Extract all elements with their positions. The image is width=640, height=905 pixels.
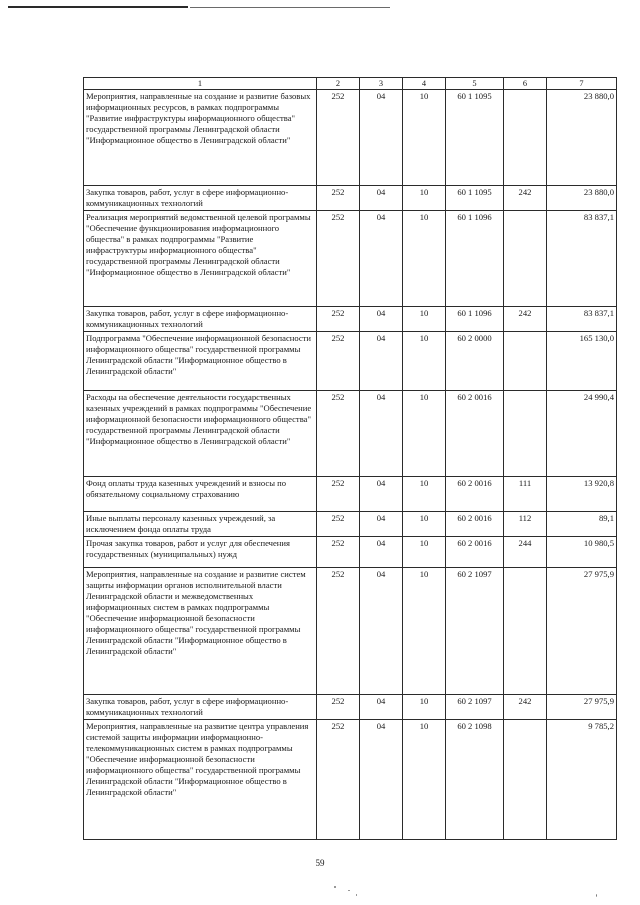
cell-target-article: 60 2 1097 bbox=[446, 568, 504, 695]
table-row bbox=[84, 186, 617, 211]
budget-table bbox=[83, 77, 617, 840]
cell-razdel: 04 bbox=[360, 90, 403, 186]
table-row bbox=[84, 391, 617, 477]
cell-target-article: 60 1 1095 bbox=[446, 186, 504, 211]
cell-razdel: 04 bbox=[360, 391, 403, 477]
cell-razdel: 04 bbox=[360, 568, 403, 695]
cell-amount: 10 980,5 bbox=[547, 537, 617, 568]
row-name: Мероприятия, направленные на создание и развитие базовых информационных ресурсов, в рамках подпрограммы "Развитие инфраструктуры информационного общества" государственной программы Ленинградской области "Информационное общество в Ленинградской области" bbox=[84, 90, 317, 186]
cell-glava: 252 bbox=[317, 211, 360, 307]
scan-speck bbox=[348, 890, 350, 891]
cell-target-article: 60 2 1098 bbox=[446, 720, 504, 840]
cell-expense-type bbox=[504, 568, 547, 695]
cell-glava: 252 bbox=[317, 695, 360, 720]
table-row bbox=[84, 307, 617, 332]
table-row bbox=[84, 568, 617, 695]
row-name: Закупка товаров, работ, услуг в сфере информационно-коммуникационных технологий bbox=[84, 186, 317, 211]
row-name: Мероприятия, направленные на развитие центра управления системой защиты информации информационно-телекоммуникационных систем в рамках подпрограммы "Обеспечение информационной безопасности информационного общества" государственной программы Ленинградской области "Информационное общество в Ленинградской области" bbox=[84, 720, 317, 840]
page-number: 59 bbox=[315, 858, 325, 868]
cell-target-article: 60 2 0016 bbox=[446, 477, 504, 512]
cell-expense-type bbox=[504, 720, 547, 840]
column-header: 1 bbox=[84, 78, 317, 90]
scan-speck bbox=[334, 886, 336, 888]
cell-amount: 13 920,8 bbox=[547, 477, 617, 512]
cell-podrazdel: 10 bbox=[403, 90, 446, 186]
table-row bbox=[84, 537, 617, 568]
cell-podrazdel: 10 bbox=[403, 512, 446, 537]
cell-expense-type: 111 bbox=[504, 477, 547, 512]
row-name: Расходы на обеспечение деятельности государственных казенных учреждений в рамках подпрограммы "Обеспечение информационной безопасности информационного общества" государственной программы Ленинградской области "Информационное общество в Ленинградской области" bbox=[84, 391, 317, 477]
cell-podrazdel: 10 bbox=[403, 211, 446, 307]
column-header: 2 bbox=[317, 78, 360, 90]
cell-target-article: 60 2 0016 bbox=[446, 537, 504, 568]
cell-target-article: 60 1 1096 bbox=[446, 307, 504, 332]
cell-glava: 252 bbox=[317, 477, 360, 512]
cell-razdel: 04 bbox=[360, 332, 403, 391]
row-name: Иные выплаты персоналу казенных учреждений, за исключением фонда оплаты труда bbox=[84, 512, 317, 537]
cell-glava: 252 bbox=[317, 512, 360, 537]
table-row bbox=[84, 477, 617, 512]
cell-razdel: 04 bbox=[360, 186, 403, 211]
cell-expense-type: 244 bbox=[504, 537, 547, 568]
cell-amount: 83 837,1 bbox=[547, 307, 617, 332]
cell-expense-type: 242 bbox=[504, 186, 547, 211]
cell-expense-type bbox=[504, 391, 547, 477]
cell-razdel: 04 bbox=[360, 537, 403, 568]
scan-artifact-line bbox=[8, 6, 188, 8]
cell-amount: 165 130,0 bbox=[547, 332, 617, 391]
column-header: 5 bbox=[446, 78, 504, 90]
cell-podrazdel: 10 bbox=[403, 537, 446, 568]
table-row bbox=[84, 695, 617, 720]
cell-amount: 27 975,9 bbox=[547, 695, 617, 720]
row-name: Мероприятия, направленные на создание и развитие систем защиты информации органов исполнительной власти Ленинградской области и межведомственных информационных систем в рамках подпрограммы "Обеспечение информационной безопасности информационного общества" государственной программы Ленинградской области "Информационное общество в Ленинградской области" bbox=[84, 568, 317, 695]
table-row bbox=[84, 90, 617, 186]
cell-amount: 23 880,0 bbox=[547, 90, 617, 186]
cell-glava: 252 bbox=[317, 720, 360, 840]
scan-speck bbox=[596, 894, 597, 897]
cell-podrazdel: 10 bbox=[403, 332, 446, 391]
cell-target-article: 60 1 1095 bbox=[446, 90, 504, 186]
cell-target-article: 60 2 1097 bbox=[446, 695, 504, 720]
table-header-row bbox=[84, 78, 617, 90]
cell-glava: 252 bbox=[317, 90, 360, 186]
cell-expense-type bbox=[504, 211, 547, 307]
cell-target-article: 60 2 0000 bbox=[446, 332, 504, 391]
cell-expense-type: 242 bbox=[504, 695, 547, 720]
scan-artifact-line bbox=[190, 7, 390, 8]
table-row bbox=[84, 332, 617, 391]
cell-target-article: 60 2 0016 bbox=[446, 391, 504, 477]
row-name: Прочая закупка товаров, работ и услуг для обеспечения государственных (муниципальных) нужд bbox=[84, 537, 317, 568]
cell-glava: 252 bbox=[317, 537, 360, 568]
cell-razdel: 04 bbox=[360, 307, 403, 332]
column-header: 6 bbox=[504, 78, 547, 90]
column-header: 3 bbox=[360, 78, 403, 90]
cell-glava: 252 bbox=[317, 332, 360, 391]
cell-target-article: 60 1 1096 bbox=[446, 211, 504, 307]
cell-razdel: 04 bbox=[360, 512, 403, 537]
cell-razdel: 04 bbox=[360, 720, 403, 840]
column-header: 4 bbox=[403, 78, 446, 90]
cell-glava: 252 bbox=[317, 186, 360, 211]
cell-glava: 252 bbox=[317, 307, 360, 332]
cell-amount: 23 880,0 bbox=[547, 186, 617, 211]
row-name: Фонд оплаты труда казенных учреждений и взносы по обязательному социальному страхованию bbox=[84, 477, 317, 512]
cell-expense-type: 242 bbox=[504, 307, 547, 332]
row-name: Подпрограмма "Обеспечение информационной безопасности информационного общества" государственной программы Ленинградской области "Информационное общество в Ленинградской области" bbox=[84, 332, 317, 391]
cell-glava: 252 bbox=[317, 568, 360, 695]
cell-amount: 9 785,2 bbox=[547, 720, 617, 840]
row-name: Закупка товаров, работ, услуг в сфере информационно-коммуникационных технологий bbox=[84, 307, 317, 332]
cell-podrazdel: 10 bbox=[403, 391, 446, 477]
cell-expense-type bbox=[504, 90, 547, 186]
scan-speck bbox=[356, 894, 357, 896]
cell-amount: 89,1 bbox=[547, 512, 617, 537]
column-header: 7 bbox=[547, 78, 617, 90]
cell-podrazdel: 10 bbox=[403, 720, 446, 840]
cell-amount: 83 837,1 bbox=[547, 211, 617, 307]
table-row bbox=[84, 720, 617, 840]
cell-glava: 252 bbox=[317, 391, 360, 477]
table-row bbox=[84, 211, 617, 307]
cell-expense-type: 112 bbox=[504, 512, 547, 537]
cell-razdel: 04 bbox=[360, 211, 403, 307]
cell-podrazdel: 10 bbox=[403, 307, 446, 332]
cell-target-article: 60 2 0016 bbox=[446, 512, 504, 537]
cell-podrazdel: 10 bbox=[403, 568, 446, 695]
cell-amount: 27 975,9 bbox=[547, 568, 617, 695]
cell-amount: 24 990,4 bbox=[547, 391, 617, 477]
cell-razdel: 04 bbox=[360, 695, 403, 720]
row-name: Реализация мероприятий ведомственной целевой программы "Обеспечение функционирования информационного общества" в рамках подпрограммы "Развитие инфраструктуры информационного общества" государственной программы Ленинградской области "Информационное общество в Ленинградской области" bbox=[84, 211, 317, 307]
cell-podrazdel: 10 bbox=[403, 695, 446, 720]
cell-podrazdel: 10 bbox=[403, 186, 446, 211]
table-row bbox=[84, 512, 617, 537]
row-name: Закупка товаров, работ, услуг в сфере информационно-коммуникационных технологий bbox=[84, 695, 317, 720]
cell-expense-type bbox=[504, 332, 547, 391]
cell-podrazdel: 10 bbox=[403, 477, 446, 512]
cell-razdel: 04 bbox=[360, 477, 403, 512]
